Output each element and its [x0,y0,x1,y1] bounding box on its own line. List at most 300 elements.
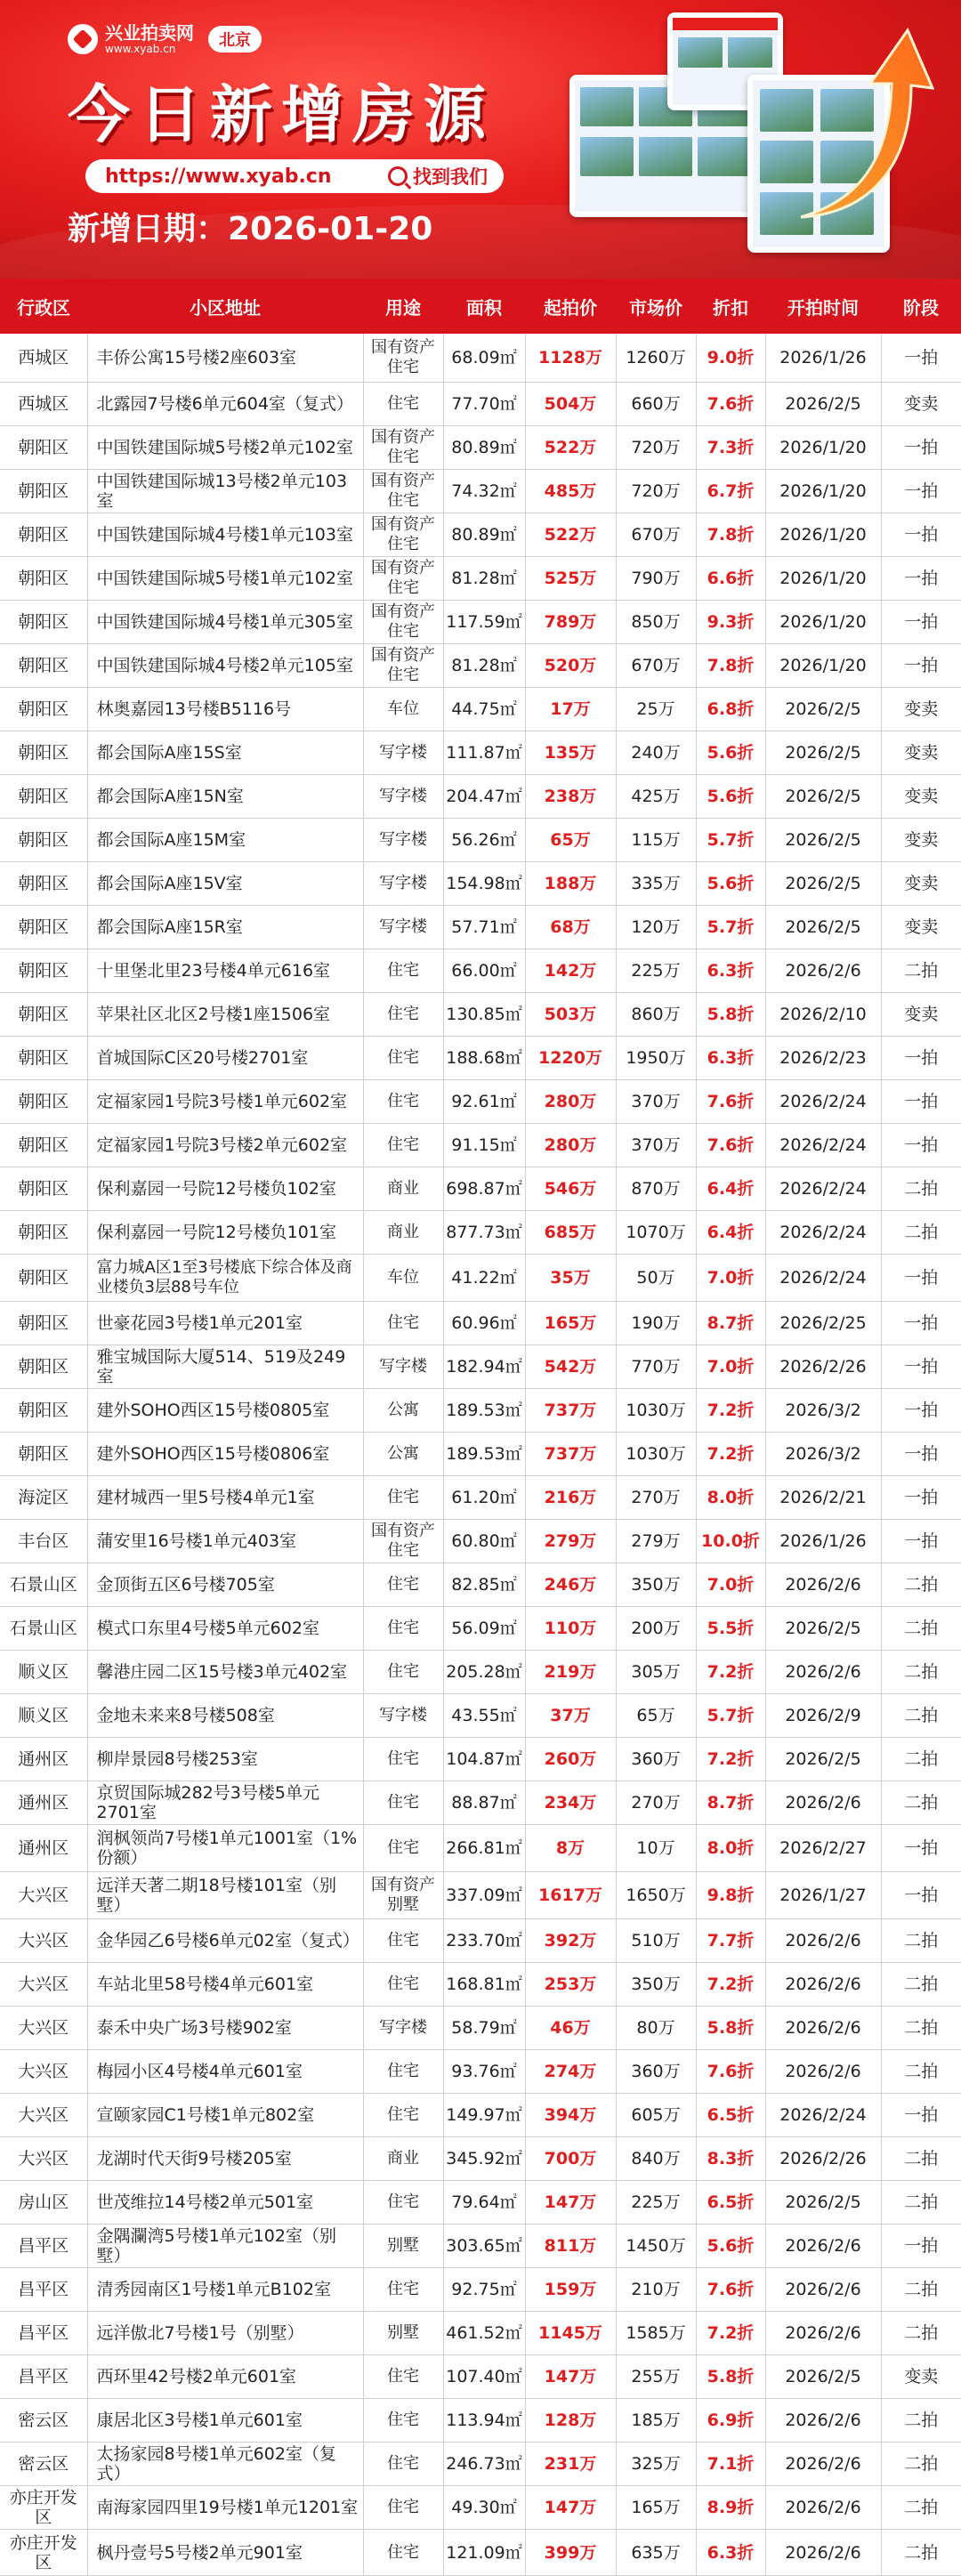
cell-discount: 6.5折 [696,2094,765,2137]
listing-photo [639,137,692,176]
cell-starting-price: 1128万 [525,334,616,383]
table-row[interactable] [0,1124,961,1167]
cell-auction-date: 2026/2/27 [765,1825,881,1872]
cell-area: 82.85㎡ [443,1563,525,1607]
cell-address: 世茂维拉14号楼2单元501室 [87,2181,363,2225]
cell-area: 121.09㎡ [443,2530,525,2576]
table-row[interactable] [0,2050,961,2094]
cell-market-price: 660万 [616,383,696,426]
cell-starting-price: 260万 [525,1738,616,1781]
cell-usage: 国有资产住宅 [363,426,443,470]
new-listing-date [68,204,432,249]
table-row[interactable] [0,1520,961,1563]
cell-discount: 6.4折 [696,1167,765,1211]
cell-usage: 国有资产住宅 [363,513,443,557]
cell-market-price: 350万 [616,1963,696,2007]
cell-address: 远洋天著二期18号楼101室（别墅） [87,1872,363,1919]
cell-address: 金华园乙6号楼6单元02室（复式） [87,1919,363,1963]
cell-auction-date: 2026/2/5 [765,862,881,906]
table-row[interactable] [0,1825,961,1872]
cell-starting-price: 542万 [525,1345,616,1389]
cell-district: 昌平区 [0,2355,87,2399]
cell-stage: 变卖 [881,819,961,862]
cell-market-price: 335万 [616,862,696,906]
cell-discount: 5.7折 [696,1694,765,1738]
cell-area: 205.28㎡ [443,1651,525,1694]
cell-auction-date: 2026/2/6 [765,2007,881,2050]
cell-usage: 国有资产住宅 [363,470,443,513]
cell-stage: 二拍 [881,1651,961,1694]
cell-market-price: 840万 [616,2137,696,2181]
cell-usage: 写字楼 [363,1694,443,1738]
table-row[interactable] [0,601,961,644]
cell-starting-price: 147万 [525,2355,616,2399]
cell-discount: 7.0折 [696,1345,765,1389]
cell-discount: 7.6折 [696,2268,765,2312]
cell-area: 117.59㎡ [443,601,525,644]
cell-area: 461.52㎡ [443,2312,525,2355]
cell-starting-price: 1145万 [525,2312,616,2355]
cell-district: 朝阳区 [0,1037,87,1080]
cell-starting-price: 522万 [525,426,616,470]
cell-district: 通州区 [0,1781,87,1825]
cell-auction-date: 2026/2/6 [765,2268,881,2312]
column-header-address[interactable]: 小区地址 [87,279,363,334]
cell-starting-price: 280万 [525,1124,616,1167]
table-row[interactable] [0,383,961,426]
table-row[interactable] [0,644,961,688]
table-row[interactable] [0,513,961,557]
cell-address: 苹果社区北区2号楼1座1506室 [87,993,363,1037]
cell-area: 246.73㎡ [443,2443,525,2486]
cell-starting-price: 147万 [525,2486,616,2530]
table-row[interactable] [0,2094,961,2137]
find-us-button[interactable] [388,163,488,190]
table-row[interactable] [0,688,961,731]
cell-discount: 7.6折 [696,1124,765,1167]
cell-stage: 二拍 [881,1963,961,2007]
table-row[interactable] [0,1211,961,1255]
cell-starting-price: 238万 [525,775,616,819]
table-row[interactable] [0,1255,961,1302]
cell-market-price: 510万 [616,1919,696,1963]
cell-auction-date: 2026/2/26 [765,1345,881,1389]
cell-starting-price: 8万 [525,1825,616,1872]
cell-address: 首城国际C区20号楼2701室 [87,1037,363,1080]
table-row[interactable] [0,1433,961,1476]
cell-stage: 二拍 [881,1738,961,1781]
cell-auction-date: 2026/2/6 [765,1563,881,1607]
table-row[interactable] [0,1476,961,1520]
table-row[interactable] [0,2530,961,2576]
cell-address: 宣颐家园C1号楼1单元802室 [87,2094,363,2137]
logo-name: 兴业拍卖网 [105,22,194,44]
cell-auction-date: 2026/3/2 [765,1389,881,1433]
cell-discount: 7.2折 [696,1389,765,1433]
table-row[interactable] [0,2225,961,2268]
cell-auction-date: 2026/2/6 [765,949,881,993]
cell-starting-price: 188万 [525,862,616,906]
table-row[interactable] [0,1872,961,1919]
cell-discount: 7.1折 [696,2443,765,2486]
cell-address: 定福家园1号院3号楼1单元602室 [87,1080,363,1124]
table-row[interactable] [0,2312,961,2355]
table-row[interactable] [0,2355,961,2399]
cell-auction-date: 2026/2/6 [765,2312,881,2355]
cell-stage: 二拍 [881,2181,961,2225]
cell-area: 41.22㎡ [443,1255,525,1302]
cell-market-price: 670万 [616,644,696,688]
cell-usage: 住宅 [363,2094,443,2137]
cell-starting-price: 231万 [525,2443,616,2486]
cell-discount: 7.2折 [696,1651,765,1694]
cell-starting-price: 279万 [525,1520,616,1563]
table-row[interactable] [0,1963,961,2007]
table-row[interactable] [0,334,961,383]
cell-market-price: 790万 [616,557,696,601]
cell-usage: 商业 [363,1211,443,1255]
cell-auction-date: 2026/1/20 [765,557,881,601]
cell-auction-date: 2026/2/23 [765,1037,881,1080]
table-row[interactable] [0,993,961,1037]
table-row[interactable] [0,1607,961,1651]
table-row[interactable] [0,1345,961,1389]
cell-district: 朝阳区 [0,688,87,731]
cell-stage: 一拍 [881,426,961,470]
cell-market-price: 1260万 [616,334,696,383]
cell-starting-price: 546万 [525,1167,616,1211]
cell-usage: 写字楼 [363,731,443,775]
search-icon [388,166,408,186]
cell-stage: 二拍 [881,2443,961,2486]
cell-starting-price: 135万 [525,731,616,775]
cell-district: 亦庄开发区 [0,2486,87,2530]
cell-starting-price: 399万 [525,2530,616,2576]
cell-starting-price: 65万 [525,819,616,862]
cell-stage: 二拍 [881,1563,961,1607]
table-row[interactable] [0,2443,961,2486]
cell-area: 188.68㎡ [443,1037,525,1080]
cell-district: 昌平区 [0,2312,87,2355]
cell-area: 130.85㎡ [443,993,525,1037]
cell-district: 大兴区 [0,2050,87,2094]
cell-discount: 5.8折 [696,2355,765,2399]
cell-stage: 二拍 [881,1781,961,1825]
cell-address: 保利嘉园一号院12号楼负102室 [87,1167,363,1211]
cell-discount: 7.6折 [696,2050,765,2094]
cell-starting-price: 525万 [525,557,616,601]
cell-address: 世豪花园3号楼1单元201室 [87,1302,363,1345]
cell-starting-price: 520万 [525,644,616,688]
cell-discount: 7.6折 [696,1080,765,1124]
cell-stage: 一拍 [881,1037,961,1080]
cell-discount: 7.2折 [696,1433,765,1476]
cell-market-price: 200万 [616,1607,696,1651]
cell-starting-price: 485万 [525,470,616,513]
cell-area: 93.76㎡ [443,2050,525,2094]
cell-district: 大兴区 [0,1963,87,2007]
table-row[interactable] [0,1781,961,1825]
cell-auction-date: 2026/2/6 [765,1781,881,1825]
cell-district: 朝阳区 [0,906,87,949]
cell-auction-date: 2026/2/6 [765,2050,881,2094]
cell-auction-date: 2026/2/5 [765,1607,881,1651]
cell-starting-price: 159万 [525,2268,616,2312]
cell-district: 大兴区 [0,2094,87,2137]
cell-usage: 商业 [363,2137,443,2181]
cell-market-price: 1070万 [616,1211,696,1255]
cell-starting-price: 504万 [525,383,616,426]
cell-starting-price: 147万 [525,2181,616,2225]
table-body [0,334,961,2576]
cell-district: 朝阳区 [0,644,87,688]
cell-address: 丰侨公寓15号楼2座603室 [87,334,363,383]
cell-market-price: 1950万 [616,1037,696,1080]
table-row[interactable] [0,470,961,513]
cell-district: 昌平区 [0,2225,87,2268]
table-row[interactable] [0,1167,961,1211]
cell-auction-date: 2026/2/5 [765,731,881,775]
column-header-auction-date[interactable]: 开拍时间 [765,279,881,334]
cell-usage: 住宅 [363,1651,443,1694]
table-row[interactable] [0,1302,961,1345]
cell-market-price: 1650万 [616,1872,696,1919]
cell-district: 朝阳区 [0,819,87,862]
cell-address: 车站北里58号楼4单元601室 [87,1963,363,2007]
table-row[interactable] [0,819,961,862]
table-row[interactable] [0,1919,961,1963]
cell-usage: 住宅 [363,2530,443,2576]
cell-starting-price: 110万 [525,1607,616,1651]
cell-auction-date: 2026/2/5 [765,688,881,731]
cell-discount: 5.6折 [696,2225,765,2268]
cell-area: 74.32㎡ [443,470,525,513]
cell-market-price: 305万 [616,1651,696,1694]
table-row[interactable] [0,2486,961,2530]
logo-url: www.xyab.cn [105,43,176,55]
cell-auction-date: 2026/2/24 [765,2094,881,2137]
cell-district: 朝阳区 [0,1167,87,1211]
cell-area: 66.00㎡ [443,949,525,993]
url-bar[interactable] [85,159,504,193]
logo-text [105,23,194,55]
column-header-discount[interactable]: 折扣 [696,279,765,334]
table-row[interactable] [0,1651,961,1694]
table-header [0,279,961,334]
cell-area: 80.89㎡ [443,426,525,470]
cell-starting-price: 737万 [525,1389,616,1433]
cell-district: 通州区 [0,1825,87,1872]
cell-market-price: 115万 [616,819,696,862]
cell-auction-date: 2026/1/20 [765,601,881,644]
column-header-stage[interactable]: 阶段 [881,279,961,334]
cell-discount: 6.3折 [696,949,765,993]
table-header-row [0,279,961,334]
cell-address: 富力城A区1至3号楼底下综合体及商业楼负3层88号车位 [87,1255,363,1302]
cell-market-price: 270万 [616,1781,696,1825]
table-row[interactable] [0,862,961,906]
cell-stage: 一拍 [881,334,961,383]
cell-auction-date: 2026/2/24 [765,1080,881,1124]
cell-usage: 住宅 [363,949,443,993]
cell-starting-price: 35万 [525,1255,616,1302]
table-row[interactable] [0,1037,961,1080]
cell-discount: 6.8折 [696,688,765,731]
cell-usage: 写字楼 [363,906,443,949]
cell-area: 60.96㎡ [443,1302,525,1345]
phone-header-bar [673,18,778,30]
rising-arrow-icon [792,21,934,226]
cell-stage: 二拍 [881,2050,961,2094]
table-row[interactable] [0,1694,961,1738]
cell-address: 雅宝城国际大厦514、519及249室 [87,1345,363,1389]
cell-address: 中国铁建国际城13号楼2单元103室 [87,470,363,513]
cell-usage: 住宅 [363,1781,443,1825]
cell-district: 朝阳区 [0,949,87,993]
cell-market-price: 870万 [616,1167,696,1211]
cell-usage: 住宅 [363,2399,443,2443]
table-row[interactable] [0,1738,961,1781]
cell-area: 182.94㎡ [443,1345,525,1389]
cell-address: 蒲安里16号楼1单元403室 [87,1520,363,1563]
cell-usage: 车位 [363,1255,443,1302]
cell-usage: 公寓 [363,1433,443,1476]
cell-district: 朝阳区 [0,1302,87,1345]
cell-area: 44.75㎡ [443,688,525,731]
cell-usage: 住宅 [363,1302,443,1345]
cell-address: 龙湖时代天街9号楼205室 [87,2137,363,2181]
cell-address: 林奥嘉园13号楼B5116号 [87,688,363,731]
date-label: 新增日期： [68,211,229,247]
cell-district: 密云区 [0,2443,87,2486]
cell-area: 104.87㎡ [443,1738,525,1781]
table-row[interactable] [0,1389,961,1433]
cell-auction-date: 2026/1/26 [765,334,881,383]
table-row[interactable] [0,731,961,775]
cell-market-price: 635万 [616,2530,696,2576]
cell-auction-date: 2026/2/5 [765,2355,881,2399]
cell-area: 204.47㎡ [443,775,525,819]
cell-usage: 国有资产住宅 [363,334,443,383]
cell-discount: 5.6折 [696,775,765,819]
cell-discount: 5.7折 [696,819,765,862]
website-url[interactable]: https://www.xyab.cn [105,165,332,188]
column-header-usage[interactable]: 用途 [363,279,443,334]
cell-starting-price: 142万 [525,949,616,993]
table-row[interactable] [0,2137,961,2181]
column-header-area[interactable]: 面积 [443,279,525,334]
cell-market-price: 279万 [616,1520,696,1563]
cell-discount: 8.7折 [696,1781,765,1825]
table-row[interactable] [0,1080,961,1124]
cell-auction-date: 2026/2/9 [765,1694,881,1738]
cell-stage: 二拍 [881,1607,961,1651]
cell-discount: 8.9折 [696,2486,765,2530]
column-header-starting-price[interactable]: 起拍价 [525,279,616,334]
cell-district: 西城区 [0,383,87,426]
cell-usage: 国有资产别墅 [363,1872,443,1919]
cell-starting-price: 811万 [525,2225,616,2268]
cell-discount: 6.6折 [696,557,765,601]
cell-auction-date: 2026/1/27 [765,1872,881,1919]
cell-stage: 一拍 [881,557,961,601]
cell-market-price: 165万 [616,2486,696,2530]
cell-address: 柳岸景园8号楼253室 [87,1738,363,1781]
cell-district: 朝阳区 [0,470,87,513]
cell-starting-price: 17万 [525,688,616,731]
cell-usage: 写字楼 [363,2007,443,2050]
table-row[interactable] [0,1563,961,1607]
cell-discount: 6.9折 [696,2399,765,2443]
cell-auction-date: 2026/2/24 [765,1255,881,1302]
cell-area: 266.81㎡ [443,1825,525,1872]
table-row[interactable] [0,949,961,993]
cell-district: 朝阳区 [0,1211,87,1255]
cell-starting-price: 274万 [525,2050,616,2094]
table-row[interactable] [0,2399,961,2443]
table-row[interactable] [0,2007,961,2050]
cell-district: 昌平区 [0,2268,87,2312]
cell-market-price: 1030万 [616,1433,696,1476]
column-header-district[interactable]: 行政区 [0,279,87,334]
cell-market-price: 850万 [616,601,696,644]
table-row[interactable] [0,557,961,601]
cell-stage: 二拍 [881,2399,961,2443]
cell-starting-price: 737万 [525,1433,616,1476]
cell-stage: 变卖 [881,383,961,426]
cell-discount: 10.0折 [696,1520,765,1563]
logo[interactable] [68,23,262,55]
cell-address: 中国铁建国际城4号楼2单元105室 [87,644,363,688]
cell-usage: 住宅 [363,1738,443,1781]
cell-area: 113.94㎡ [443,2399,525,2443]
cell-discount: 7.3折 [696,426,765,470]
table-row[interactable] [0,426,961,470]
cell-address: 建外SOHO西区15号楼0805室 [87,1389,363,1433]
cell-usage: 住宅 [363,2181,443,2225]
cell-area: 77.70㎡ [443,383,525,426]
cell-address: 远洋傲北7号楼1号（别墅） [87,2312,363,2355]
table-row[interactable] [0,2268,961,2312]
logo-icon [68,24,98,54]
cell-address: 润枫领尚7号楼1单元1001室（1%份额） [87,1825,363,1872]
cell-stage: 二拍 [881,2268,961,2312]
cell-district: 朝阳区 [0,1124,87,1167]
cell-market-price: 1450万 [616,2225,696,2268]
city-badge[interactable]: 北京 [208,26,262,52]
cell-district: 朝阳区 [0,862,87,906]
listing-photo [698,137,751,176]
cell-usage: 国有资产住宅 [363,557,443,601]
cell-area: 60.80㎡ [443,1520,525,1563]
cell-stage: 一拍 [881,1124,961,1167]
table-row[interactable] [0,2181,961,2225]
cell-market-price: 350万 [616,1563,696,1607]
cell-usage: 住宅 [363,2050,443,2094]
cell-address: 模式口东里4号楼5单元602室 [87,1607,363,1651]
column-header-market-price[interactable]: 市场价 [616,279,696,334]
table-row[interactable] [0,906,961,949]
header-banner [0,0,961,279]
cell-district: 朝阳区 [0,601,87,644]
cell-stage: 二拍 [881,1919,961,1963]
table-row[interactable] [0,775,961,819]
cell-market-price: 50万 [616,1255,696,1302]
cell-stage: 变卖 [881,993,961,1037]
cell-discount: 8.0折 [696,1825,765,1872]
cell-auction-date: 2026/2/6 [765,1963,881,2007]
cell-address: 梅园小区4号楼4单元601室 [87,2050,363,2094]
